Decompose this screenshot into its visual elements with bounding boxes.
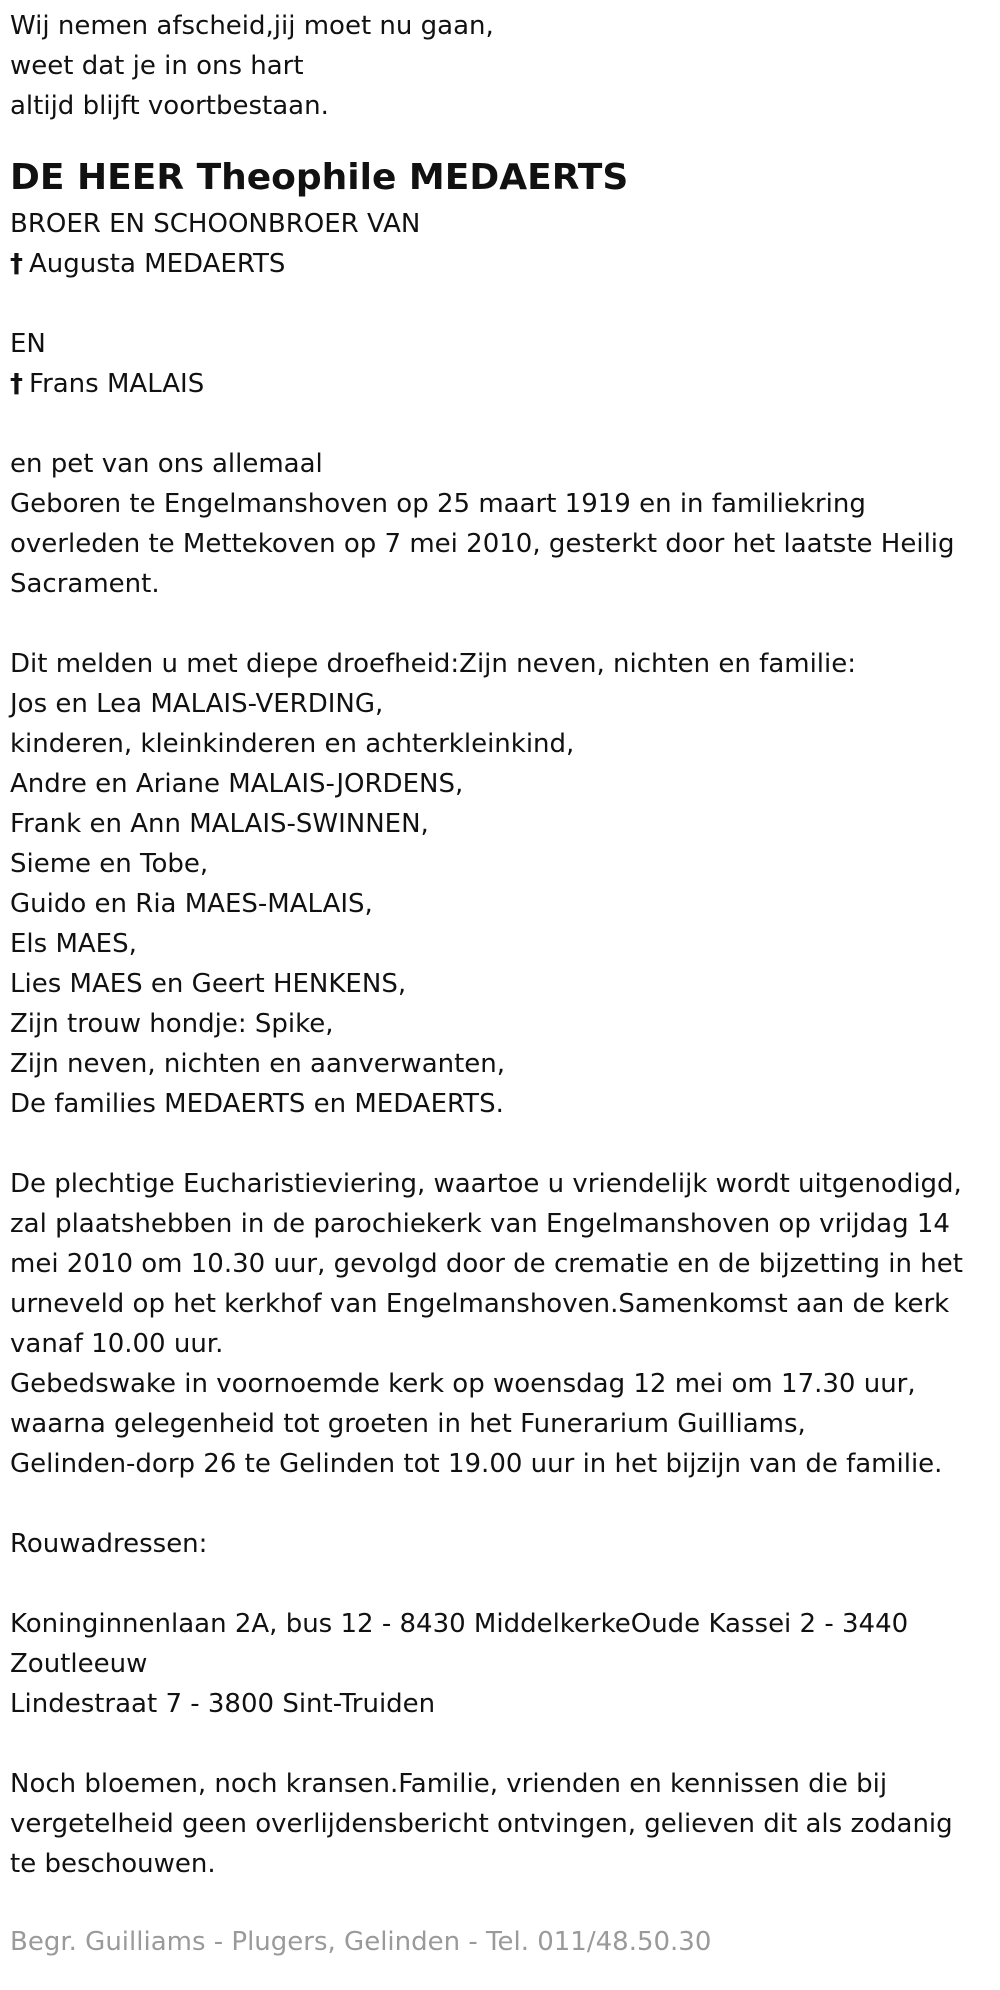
family-line: Zijn trouw hondje: Spike,: [10, 1009, 334, 1039]
spacer: [10, 1724, 1000, 1764]
ceremony-line: waarna gelegenheid tot groeten in het Funerarium Guilliams,: [10, 1409, 806, 1439]
relative-line-1: [10, 244, 1000, 284]
ceremony-line: zal plaatshebben in de parochiekerk van Engelmanshoven op vrijdag 14: [10, 1209, 950, 1239]
address-line: Koninginnenlaan 2A, bus 12 - 8430 MiddelkerkeOude Kassei 2 - 3440: [10, 1609, 909, 1639]
family-line: Sieme en Tobe,: [10, 849, 209, 879]
relative-line-2: [10, 364, 1000, 404]
ceremony-line: mei 2010 om 10.30 uur, gevolgd door de crematie en de bijzetting in het: [10, 1249, 963, 1279]
family-line: De families MEDAERTS en MEDAERTS.: [10, 1089, 504, 1119]
intro-line: overleden te Mettekoven op 7 mei 2010, gesterkt door het laatste Heilig: [10, 529, 955, 559]
family-line: Andre en Ariane MALAIS-JORDENS,: [10, 769, 464, 799]
family-line: Guido en Ria MAES-MALAIS,: [10, 889, 373, 919]
family-line: Zijn neven, nichten en aanverwanten,: [10, 1049, 506, 1079]
addresses: [10, 1604, 1000, 1724]
relative-name: Frans MALAIS: [29, 369, 205, 399]
closing: [10, 1764, 1000, 1884]
closing-line: te beschouwen.: [10, 1849, 216, 1879]
deceased-name: DE HEER Theophile MEDAERTS: [10, 157, 629, 198]
intro-line: Geboren te Engelmanshoven op 25 maart 1919 en in familiekring: [10, 489, 866, 519]
closing-line: Noch bloemen, noch kransen.Familie, vrienden en kennissen die bij: [10, 1769, 888, 1799]
intro-line: en pet van ons allemaal: [10, 449, 323, 479]
poem-line: weet dat je in ons hart: [10, 51, 304, 81]
spacer: [10, 1484, 1000, 1524]
family-line: Els MAES,: [10, 929, 137, 959]
family-line: Lies MAES en Geert HENKENS,: [10, 969, 407, 999]
spacer: [10, 604, 1000, 644]
intro-line: Sacrament.: [10, 569, 160, 599]
ceremony-line: Gelinden-dorp 26 te Gelinden tot 19.00 uur in het bijzijn van de familie.: [10, 1449, 943, 1479]
poem-line: altijd blijft voortbestaan.: [10, 91, 329, 121]
family-line: Jos en Lea MALAIS-VERDING,: [10, 689, 384, 719]
closing-line: vergetelheid geen overlijdensbericht ontvingen, gelieven dit als zodanig: [10, 1809, 953, 1839]
poem: [10, 6, 1000, 126]
spacer: [10, 1564, 1000, 1604]
relative-name: Augusta MEDAERTS: [29, 249, 286, 279]
family-list: [10, 644, 1000, 1124]
ceremony-line: De plechtige Eucharistieviering, waartoe u vriendelijk wordt uitgenodigd,: [10, 1169, 962, 1199]
family-line: kinderen, kleinkinderen en achterkleinkind,: [10, 729, 575, 759]
addresses-label: Rouwadressen:: [10, 1529, 208, 1559]
funeral-home-footer: Begr. Guilliams - Plugers, Gelinden - Tel. 011/48.50.30: [10, 1927, 712, 1957]
intro: [10, 444, 1000, 604]
ceremony-line: vanaf 10.00 uur.: [10, 1329, 224, 1359]
address-line: Zoutleeuw: [10, 1649, 148, 1679]
cross-icon: †: [10, 249, 23, 279]
relation-heading: BROER EN SCHOONBROER VAN: [10, 209, 421, 239]
spacer: [10, 284, 1000, 324]
address-line: Lindestraat 7 - 3800 Sint-Truiden: [10, 1689, 436, 1719]
connector: EN: [10, 329, 46, 359]
ceremony-line: Gebedswake in voornoemde kerk op woensdag 12 mei om 17.30 uur,: [10, 1369, 916, 1399]
spacer: [10, 404, 1000, 444]
poem-line: Wij nemen afscheid,jij moet nu gaan,: [10, 11, 494, 41]
family-line: Frank en Ann MALAIS-SWINNEN,: [10, 809, 429, 839]
spacer: [10, 1124, 1000, 1164]
family-line: Dit melden u met diepe droefheid:Zijn neven, nichten en familie:: [10, 649, 857, 679]
ceremony: [10, 1164, 1000, 1484]
cross-icon: †: [10, 369, 23, 399]
ceremony-line: urneveld op het kerkhof van Engelmanshoven.Samenkomst aan de kerk: [10, 1289, 950, 1319]
